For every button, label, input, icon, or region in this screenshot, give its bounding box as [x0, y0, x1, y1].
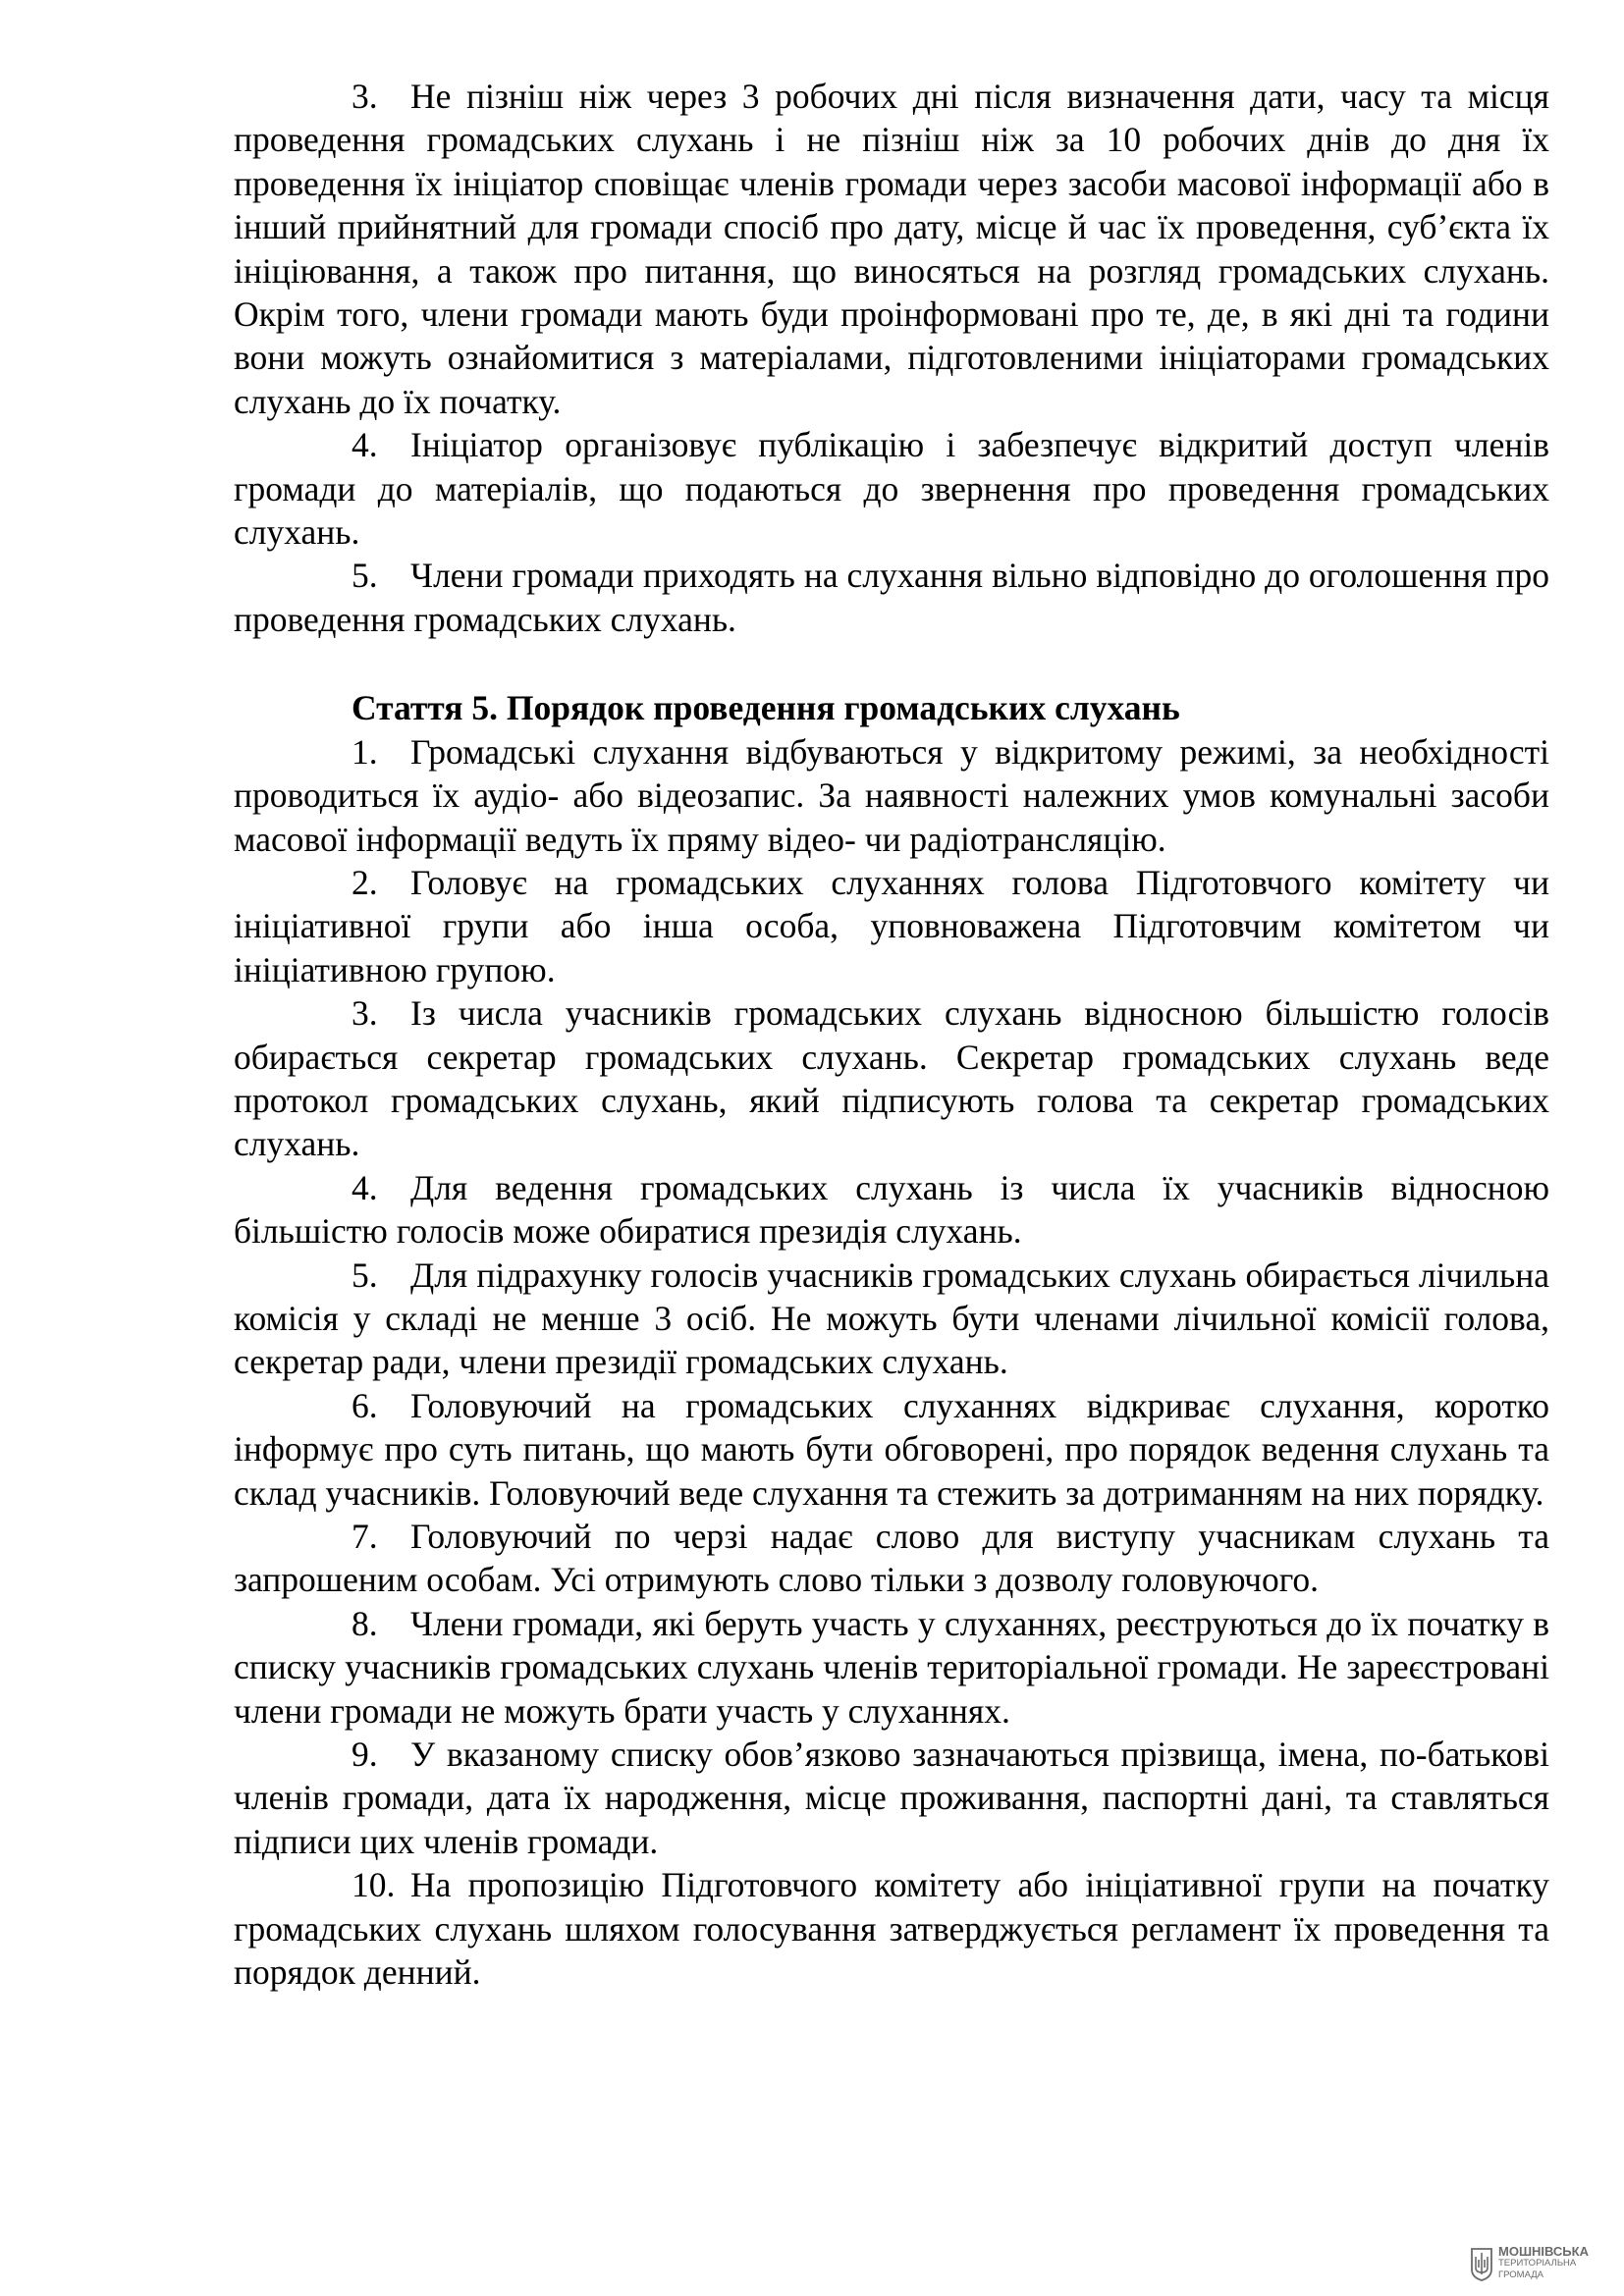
paragraph-number: 10.: [352, 1865, 396, 1905]
paragraph-text: Головуючий по черзі надає слово для виступу учасникам слухань та запрошеним особам. Усі отримують слово тільки з дозволу головуючого.: [234, 1517, 1549, 1600]
paragraph-number: 5.: [352, 556, 378, 596]
paragraph-number: 9.: [352, 1735, 378, 1775]
paragraph-text: Для ведення громадських слухань із числа їх учасників відносною більшістю голосів може обиратися президія слухань.: [234, 1167, 1549, 1252]
paragraph-text: Головуючий на громадських слуханнях відкриває слухання, коротко інформує про суть питань, що мають бути обговорені, про порядок ведення слухань та склад учасників. Головуючий веде слухання та стежить за дотриманням на них порядку.: [234, 1385, 1549, 1513]
logo-text: [1498, 2246, 1589, 2281]
article5-paragraph-9: [234, 1733, 1549, 1863]
paragraph-number: 2.: [352, 862, 378, 902]
paragraph-text: Громадські слухання відбуваються у відкритому режимі, за необхідності проводиться їх аудіо- або відеозапис. За наявності належних умов комунальні засоби масової інформації ведуть їх пряму відео- чи радіотрансляцію.: [234, 731, 1549, 859]
paragraph-text: Не пізніш ніж через 3 робочих дні після визначення дати, часу та місця проведення громадських слухань і не пізніш ніж за 10 робочих днів до дня їх проведення їх ініціатор сповіщає членів громади через засоби масової інформації або в інший прийнятний для громади спосіб про дату, місце й час їх проведення, суб’єкта їх ініціювання, а також про питання, що виносяться на розгляд громадських слухань. Окрім того, члени громади мають буди проінформовані про те, де, в які дні та години вони можуть ознайомитися з матеріалами, підготовленими ініціаторами громадських слухань до їх початку.: [234, 77, 1549, 421]
paragraph-text: Із числа учасників громадських слухань відносною більшістю голосів обирається секретар громадських слухань. Секретар громадських слухань веде протокол громадських слухань, який підписують голова та секретар громадських слухань.: [234, 993, 1549, 1164]
paragraph-number: 5.: [352, 1255, 378, 1295]
paragraph-text: Головує на громадських слуханнях голова Підготовчого комітету чи ініціативної групи або інша особа, уповноважена Підготовчим комітетом чи ініціативною групою.: [234, 862, 1549, 989]
article5-paragraph-1: [234, 730, 1549, 861]
paragraph-number: 3.: [352, 77, 378, 116]
logo-line-2: ТЕРИТОРІАЛЬНА: [1498, 2258, 1577, 2269]
article5-paragraph-2: [234, 861, 1549, 991]
paragraph-text: Ініціатор організовує публікацію і забезпечує відкритий доступ членів громади до матеріалів, що подаються до звернення про проведення громадських слухань.: [234, 425, 1549, 553]
paragraph-5: [234, 554, 1549, 641]
paragraph-number: 6.: [352, 1385, 378, 1425]
community-logo: [1471, 2244, 1610, 2287]
article5-paragraph-6: [234, 1384, 1549, 1515]
paragraph-number: 4.: [352, 425, 378, 465]
paragraph-3: [234, 75, 1549, 423]
article-5-heading: Стаття 5. Порядок проведення громадських слухань: [352, 688, 1180, 728]
document-page: [234, 75, 1549, 1994]
paragraph-text: Для підрахунку голосів учасників громадських слухань обирається лічильна комісія у складі не менше 3 осіб. Не можуть бути членами лічильної комісії голова, секретар ради, члени президії громадських слухань.: [234, 1255, 1549, 1382]
logo-line-1: МОШНІВСЬКА: [1498, 2244, 1589, 2259]
article5-paragraph-8: [234, 1602, 1549, 1733]
paragraph-number: 8.: [352, 1603, 378, 1643]
logo-line-3: ГРОМАДА: [1498, 2269, 1543, 2280]
paragraph-number: 1.: [352, 731, 378, 772]
paragraph-text: На пропозицію Підготовчого комітету або ініціативної групи на початку громадських слухань шляхом голосування затверджується регламент їх проведення та порядок денний.: [234, 1865, 1549, 1993]
trident-shield-icon: [1471, 2248, 1492, 2281]
paragraph-text: Члени громади приходять на слухання вільно відповідно до оголошення про проведення громадських слухань.: [234, 556, 1549, 639]
paragraph-number: 3.: [352, 993, 378, 1034]
article5-paragraph-10: [234, 1863, 1549, 1994]
paragraph-number: 7.: [352, 1517, 378, 1556]
paragraph-text: У вказаному списку обов’язково зазначаються прізвища, імена, по-батькові членів громади, дата їх народження, місце проживання, паспортні дані, та ставляться підписи цих членів громади.: [234, 1735, 1549, 1861]
article5-paragraph-5: [234, 1254, 1549, 1384]
paragraph-text: Члени громади, які беруть участь у слуханнях, реєструються до їх початку в списку учасників громадських слухань членів територіальної громади. Не зареєстровані члени громади не можуть брати участь у слуханнях.: [234, 1603, 1549, 1731]
paragraph-4: [234, 423, 1549, 554]
article5-paragraph-4: [234, 1166, 1549, 1254]
paragraph-number: 4.: [352, 1167, 378, 1207]
article5-paragraph-7: [234, 1515, 1549, 1602]
article5-paragraph-3: [234, 991, 1549, 1166]
